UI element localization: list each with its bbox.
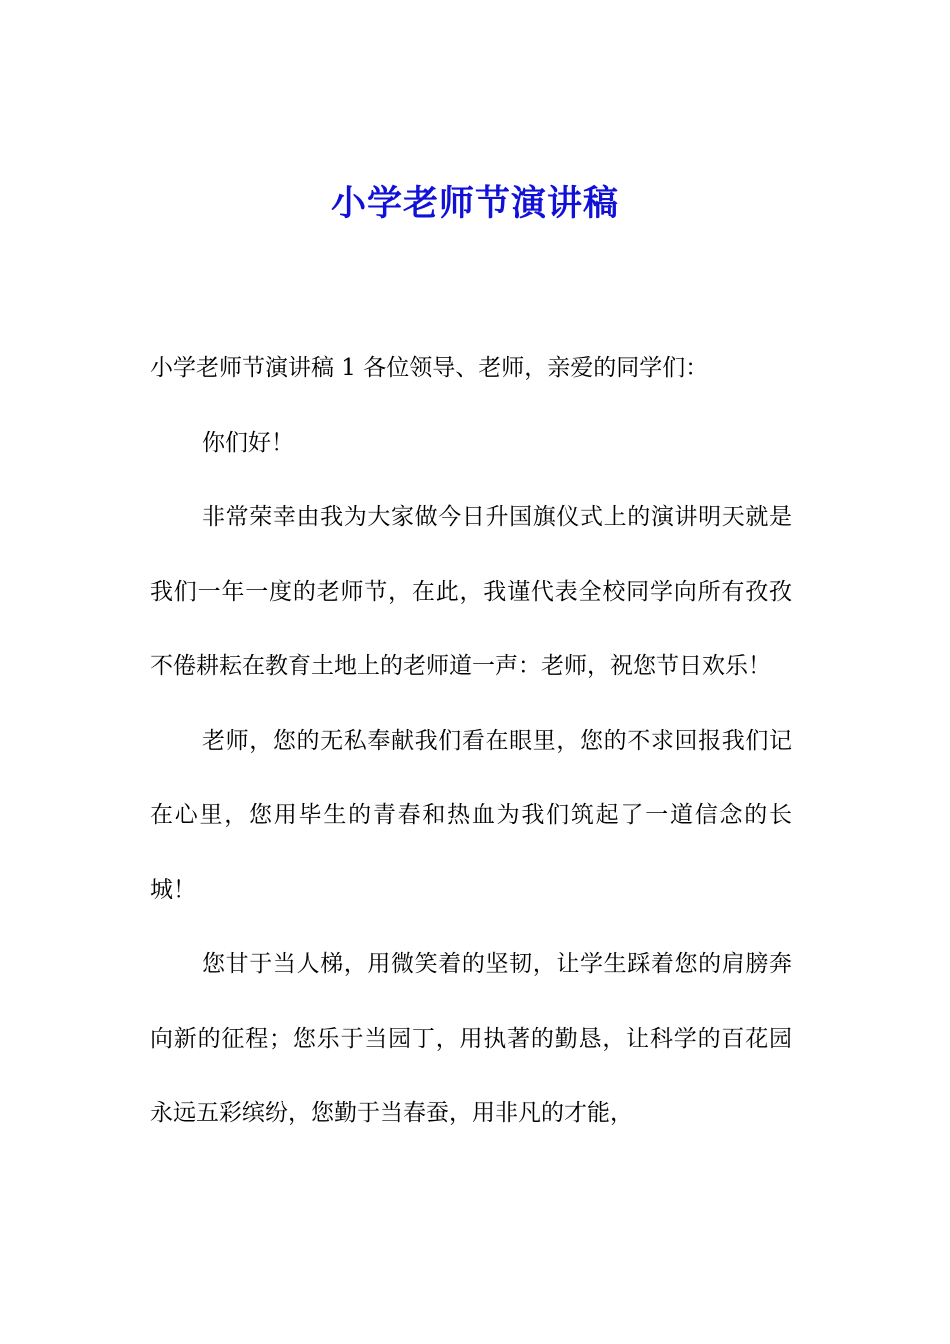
paragraph-greeting: 小学老师节演讲稿 1 各位领导、老师，亲爱的同学们： bbox=[150, 355, 709, 381]
paragraph-metaphors: 您甘于当人梯，用微笑着的坚韧，让学生踩着您的肩膀奔向新的征程；您乐于当园丁，用执著的勤恳，让科学的百花园永远五彩缤纷，您勤于当春蚕，用非凡的才能， bbox=[150, 951, 792, 1126]
paragraph-intro: 非常荣幸由我为大家做今日升国旗仪式上的演讲明天就是我们一年一度的老师节，在此，我谨代表全校同学向所有孜孜不倦耕耘在教育土地上的老师道一声：老师，祝您节日欢乐！ bbox=[150, 504, 792, 679]
paragraph-hello: 你们好！ bbox=[202, 429, 294, 456]
document-body bbox=[150, 331, 792, 1151]
document-title: 小学老师节演讲稿 bbox=[330, 183, 619, 224]
paragraph-dedication: 老师，您的无私奉献我们看在眼里，您的不求回报我们记在心里，您用毕生的青春和热血为我们筑起了一道信念的长城！ bbox=[150, 727, 792, 903]
